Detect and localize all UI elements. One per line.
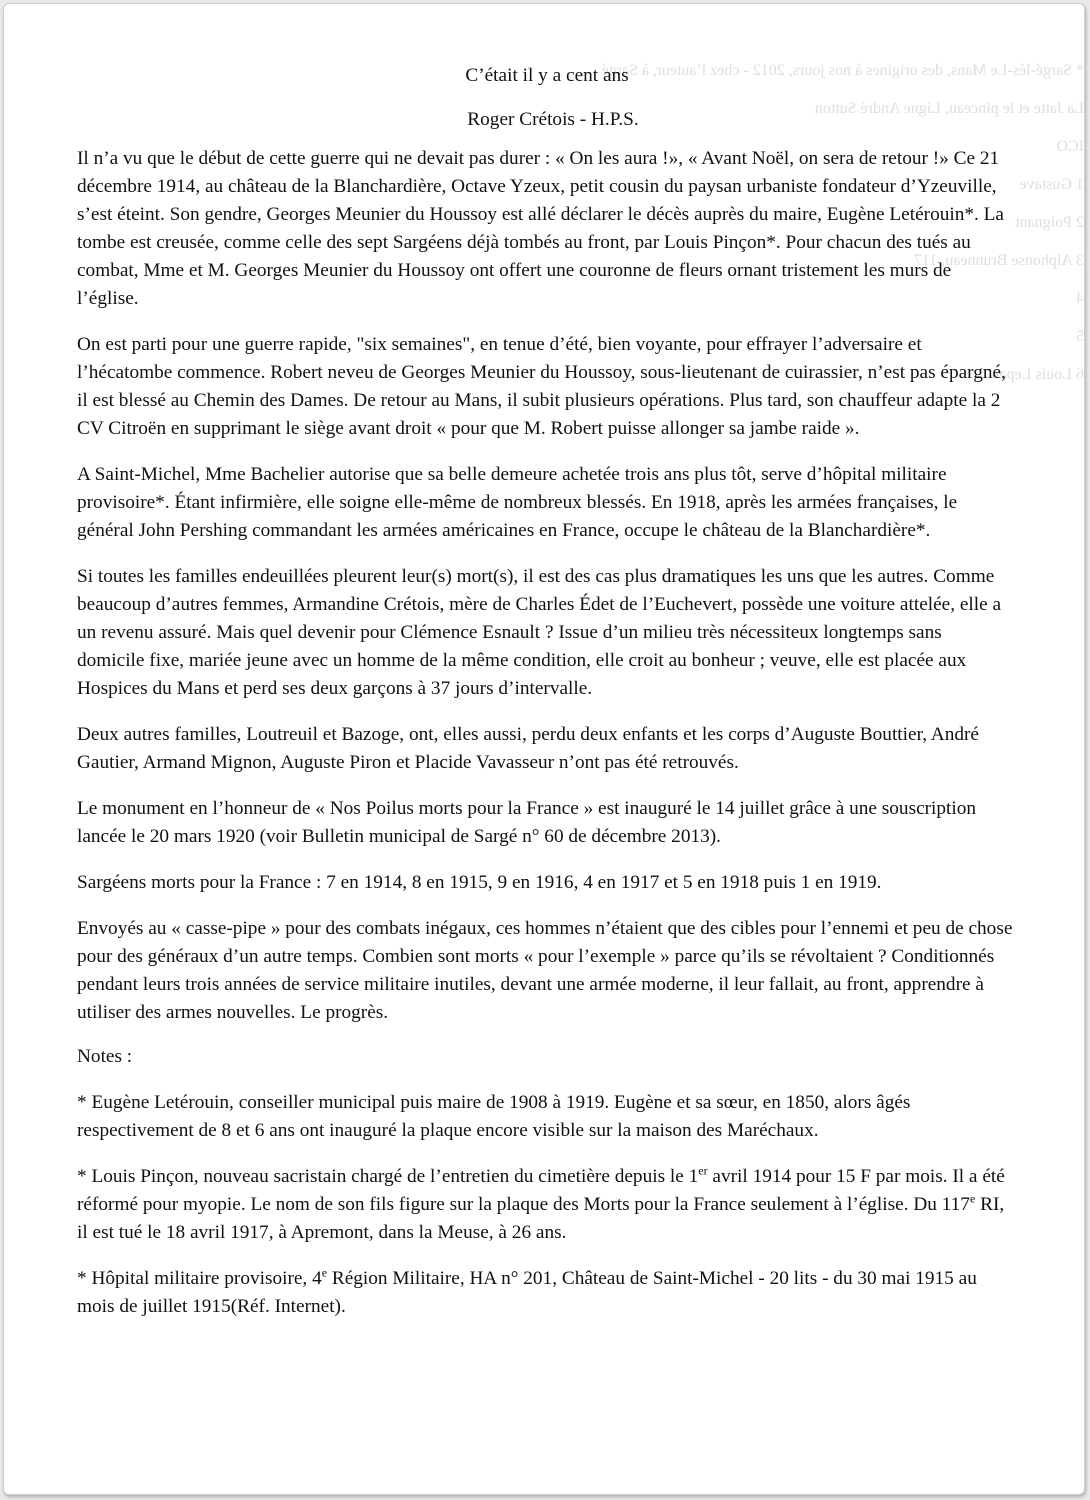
note-text: * Louis Pinçon, nouveau sacristain chargé de l’entretien du cimetière depuis le 1 bbox=[77, 1166, 699, 1187]
bleed-line: La Jatte et le pinceau, Ligne André Sutton bbox=[814, 100, 1084, 117]
article-author: Roger Crétois - H.P.S. bbox=[467, 109, 639, 130]
bleed-line: 3 Alphonse Brunneau, 117 bbox=[913, 252, 1084, 269]
bleed-line: ICO bbox=[1056, 138, 1084, 155]
note-text: avril 1914 pour 15 F par mois. Il a été réformé pour myopie. Le nom de son fils figure sur la plaque des Morts pour la France seulement à l’église. Du 117 bbox=[77, 1166, 1005, 1215]
note-text: * Hôpital militaire provisoire, 4 bbox=[77, 1268, 322, 1289]
superscript: er bbox=[698, 1163, 708, 1178]
note-text: RI, il est tué le 18 avril 1917, à Apremont, dans la Meuse, à 26 ans. bbox=[77, 1194, 1005, 1243]
article-title: C’était il y a cent ans bbox=[465, 65, 629, 86]
bleed-line: 5 bbox=[1076, 328, 1084, 345]
paragraph: On est parti pour une guerre rapide, "six semaines", en tenue d’été, bien voyante, pour effrayer l’adversaire et l’hécatombe commence. Robert neveu de Georges Meunier du Houssoy, sous-lieutenant de cuirassier, n’est pas épargné, il est blessé au Chemin des Dames. De retour au Mans, il subit plusieurs opérations. Plus tard, son chauffeur adapte la 2 CV Citroën en supprimant le siège avant droit « pour que M. Robert puisse allonger sa jambe raide ». bbox=[77, 334, 1006, 439]
article-body bbox=[77, 52, 1013, 1321]
paragraph: Envoyés au « casse-pipe » pour des combats inégaux, ces hommes n’étaient que des cibles pour l’ennemi et peu de chose pour des généraux d’un autre temps. Combien sont morts « pour l’exemple » parce qu’ils se révoltaient ? Conditionnés pendant leurs trois années de service militaire inutiles, devant une armée moderne, il leur fallait, au front, apprendre à utiliser des armes nouvelles. Le progrès. bbox=[77, 918, 1013, 1023]
bleed-line: 1 Gustave bbox=[1019, 176, 1084, 193]
paragraph: A Saint-Michel, Mme Bachelier autorise que sa belle demeure achetée trois ans plus tôt, serve d’hôpital militaire provisoire*. Étant infirmière, elle soigne elle-même de nombreux blessés. En 1918, après les armées françaises, le général John Pershing commandant les armées américaines en France, occupe le château de la Blanchardière*. bbox=[77, 464, 958, 541]
bleed-line: 6 Louis Lepan bbox=[991, 366, 1084, 383]
paragraph: Sargéens morts pour la France : 7 en 1914, 8 en 1915, 9 en 1916, 4 en 1917 et 5 en 1918 puis 1 en 1919. bbox=[77, 872, 882, 893]
document-page bbox=[3, 3, 1085, 1495]
paragraph: Il n’a vu que le début de cette guerre qui ne devait pas durer : « On les aura !», « Avant Noël, on sera de retour !» Ce 21 décembre 1914, au château de la Blanchardière, Octave Yzeux, petit cousin du paysan urbaniste fondateur d’Yzeuville, s’est éteint. Son gendre, Georges Meunier du Houssoy est allé déclarer le décès auprès du maire, Eugène Letérouin*. La tombe est creusée, comme celle des sept Sargéens déjà tombés au front, par Louis Pinçon*. Pour chacun des tués au combat, Mme et M. Georges Meunier du Houssoy ont offert une couronne de fleurs ornant tristement les murs de l’église. bbox=[77, 148, 1004, 309]
bleed-line: * Sargé-lès-Le Mans, des origines à nos jours, 2012 - chez l’auteur, à Sargé bbox=[601, 62, 1084, 79]
note-leterouin: * Eugène Letérouin, conseiller municipal puis maire de 1908 à 1919. Eugène et sa sœur, en 1850, alors âgés respectivement de 8 et 6 ans ont inauguré la plaque encore visible sur la maison des Maréchaux. bbox=[77, 1092, 911, 1141]
note-text: Région Militaire, HA n° 201, Château de Saint-Michel - 20 lits - du 30 mai 1915 au mois de juillet 1915(Réf. Internet). bbox=[77, 1268, 977, 1317]
bleed-line: 4 bbox=[1076, 290, 1084, 307]
notes-heading: Notes : bbox=[77, 1046, 133, 1067]
bleed-line: 2 Poignant bbox=[1015, 214, 1084, 231]
paragraph: Deux autres familles, Loutreuil et Bazoge, ont, elles aussi, perdu deux enfants et les corps d’Auguste Bouttier, André Gautier, Armand Mignon, Auguste Piron et Placide Vavasseur n’ont pas été retrouvés. bbox=[77, 724, 979, 773]
paragraph: Le monument en l’honneur de « Nos Poilus morts pour la France » est inauguré le 14 juillet grâce à une souscription lancée le 20 mars 1920 (voir Bulletin municipal de Sargé n° 60 de décembre 2013). bbox=[77, 798, 977, 847]
superscript: e bbox=[321, 1265, 328, 1280]
note-hopital bbox=[77, 1265, 1013, 1321]
paragraph: Si toutes les familles endeuillées pleurent leur(s) mort(s), il est des cas plus dramatiques les uns que les autres. Comme beaucoup d’autres femmes, Armandine Crétois, mère de Charles Édet de l’Euchevert, possède une voiture attelée, elle a un revenu assuré. Mais quel devenir pour Clémence Esnault ? Issue d’un milieu très nécessiteux longtemps sans domicile fixe, mariée jeune avec un homme de la même condition, elle croit au bonheur ; veuve, elle est placée aux Hospices du Mans et perd ses deux garçons à 37 jours d’intervalle. bbox=[77, 566, 1002, 699]
superscript: e bbox=[969, 1191, 976, 1206]
note-pincon bbox=[77, 1163, 1013, 1247]
